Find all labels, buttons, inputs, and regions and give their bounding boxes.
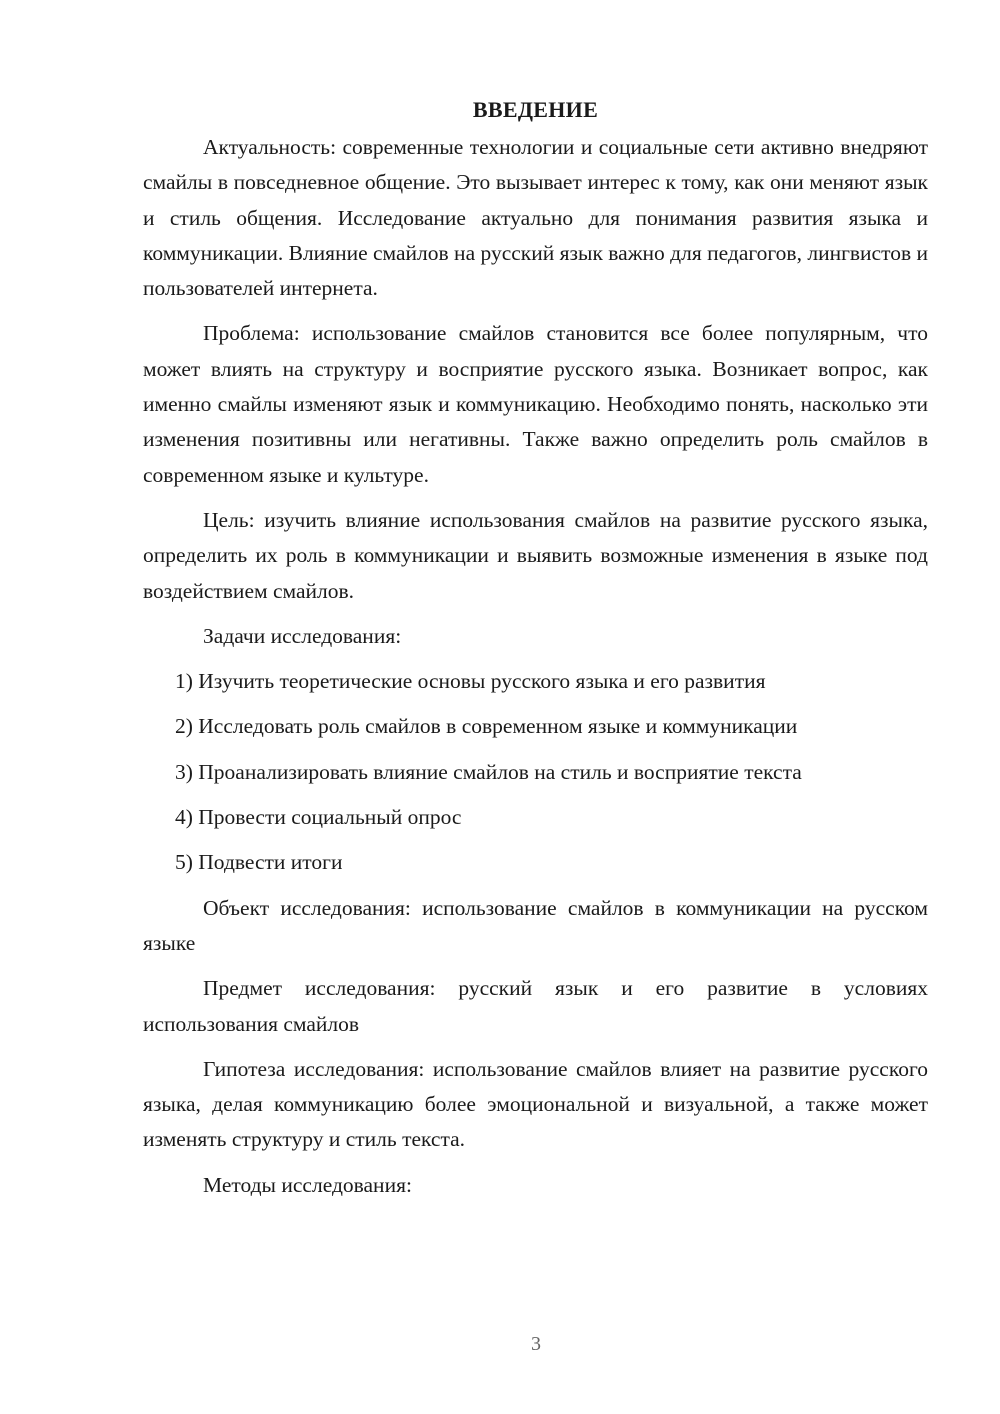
tasks-list [143, 664, 928, 880]
document-page [143, 92, 928, 1213]
object-paragraph: Объект исследования: использование смайлов в коммуникации на русском языке [143, 895, 928, 955]
problem-paragraph: Проблема: использование смайлов становится все более популярным, что может влиять на структуру и восприятие русского языка. Возникает вопрос, как именно смайлы изменяют язык и коммуникацию. Необходимо понять, насколько эти изменения позитивны или негативны. Также важно определить роль смайлов в современном языке и культуре. [143, 321, 928, 487]
relevance-paragraph: Актуальность: современные технологии и социальные сети активно внедряют смайлы в повседневное общение. Это вызывает интерес к тому, как они меняют язык и стиль общения. Исследование актуально для понимания развития языка и коммуникации. Влияние смайлов на русский язык важно для педагогов, лингвистов и пользователей интернета. [143, 135, 928, 301]
task-item: 2) Исследовать роль смайлов в современном языке и коммуникации [175, 714, 798, 739]
task-item: 4) Провести социальный опрос [175, 805, 462, 830]
task-item: 3) Проанализировать влияние смайлов на стиль и восприятие текста [175, 759, 802, 784]
methods-heading: Методы исследования: [203, 1172, 412, 1197]
task-item: 1) Изучить теоретические основы русского языка и его развития [175, 669, 766, 694]
page-title: ВВЕДЕНИЕ [472, 97, 599, 122]
tasks-heading: Задачи исследования: [203, 623, 402, 648]
subject-paragraph: Предмет исследования: русский язык и его развитие в условиях использования смайлов [143, 976, 928, 1036]
hypothesis-paragraph: Гипотеза исследования: использование смайлов влияет на развитие русского языка, делая коммуникацию более эмоциональной и визуальной, а также может изменять структуру и стиль текста. [143, 1056, 928, 1152]
goal-paragraph: Цель: изучить влияние использования смайлов на развитие русского языка, определить их роль в коммуникации и выявить возможные изменения в языке под воздействием смайлов. [143, 507, 928, 603]
task-item: 5) Подвести итоги [175, 850, 343, 875]
page-number: 3 [531, 1333, 541, 1355]
